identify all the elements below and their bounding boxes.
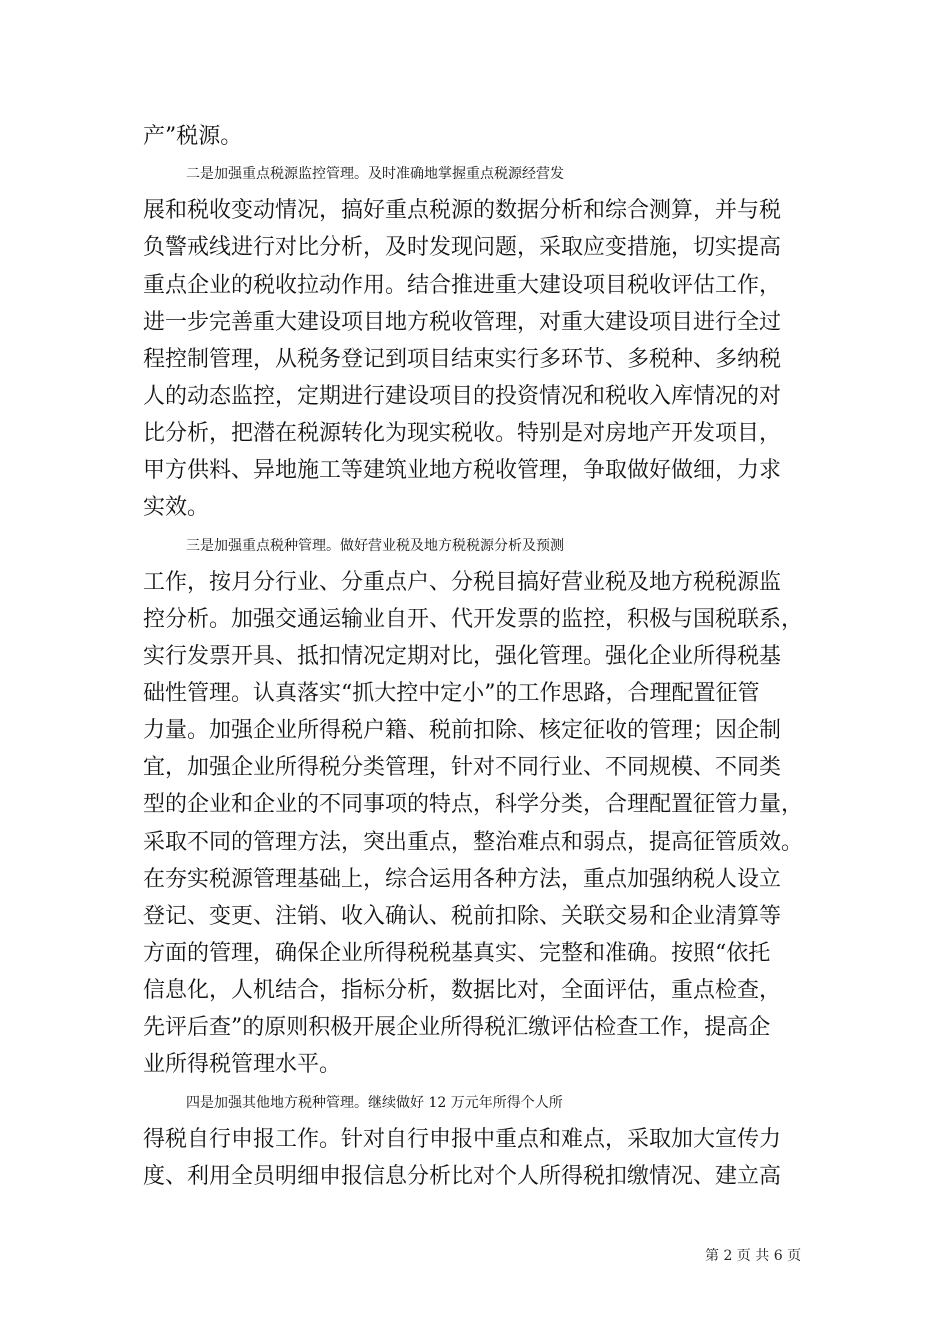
text-line: 度、利用全员明细申报信息分析比对个人所得税扣缴情况、建立高	[143, 1164, 782, 1189]
text-line: 甲方供料、异地施工等建筑业地方税收管理，争取做好做细，力求	[143, 458, 782, 483]
text-line: 程控制管理，从税务登记到项目结束实行多环节、多税种、多纳税	[143, 347, 782, 372]
text-line: 比分析，把潜在税源转化为现实税收。特别是对房地产开发项目，	[143, 421, 782, 446]
text-line: 四是加强其他地方税种管理。继续做好 12 万元年所得个人所	[186, 1095, 563, 1111]
text-line: 控分析。加强交通运输业自开、代开发票的监控，积极与国税联系，	[143, 607, 804, 632]
text-line: 宜，加强企业所得税分类管理，针对不同行业、不同规模、不同类	[143, 755, 782, 780]
page-number-footer: 第 2 页 共 6 页	[705, 1248, 802, 1264]
text-line: 础性管理。认真落实“抓大控中定小”的工作思路，合理配置征管	[143, 681, 760, 706]
text-line: 产”税源。	[143, 124, 243, 149]
text-line: 信息化，人机结合，指标分析，数据比对，全面评估，重点检查，	[143, 978, 782, 1003]
text-line: 在夯实税源管理基础上，综合运用各种方法，重点加强纳税人设立	[143, 867, 782, 892]
text-line: 实行发票开具、抵扣情况定期对比，强化管理。强化企业所得税基	[143, 644, 782, 669]
text-line: 采取不同的管理方法，突出重点，整治难点和弱点，提高征管质效。	[143, 830, 804, 855]
text-line: 型的企业和企业的不同事项的特点，科学分类，合理配置征管力量，	[143, 792, 804, 817]
text-line: 先评后查”的原则积极开展企业所得税汇缴评估检查工作，提高企	[143, 1015, 771, 1040]
text-line: 展和税收变动情况，搞好重点税源的数据分析和综合测算，并与税	[143, 198, 782, 223]
text-line: 得税自行申报工作。针对自行申报中重点和难点，采取加大宣传力	[143, 1127, 782, 1152]
text-line: 人的动态监控，定期进行建设项目的投资情况和税收入库情况的对	[143, 384, 782, 409]
text-line: 进一步完善重大建设项目地方税收管理，对重大建设项目进行全过	[143, 310, 782, 335]
text-line: 负警戒线进行对比分析，及时发现问题，采取应变措施，切实提高	[143, 235, 782, 260]
text-line: 力量。加强企业所得税户籍、税前扣除、核定征收的管理；因企制	[143, 718, 782, 743]
text-line: 方面的管理，确保企业所得税税基真实、完整和准确。按照“依托	[143, 941, 771, 966]
text-line: 重点企业的税收拉动作用。结合推进重大建设项目税收评估工作，	[143, 273, 782, 298]
text-line: 三是加强重点税种管理。做好营业税及地方税税源分析及预测	[186, 538, 564, 554]
text-line: 登记、变更、注销、收入确认、税前扣除、关联交易和企业清算等	[143, 904, 782, 929]
text-line: 业所得税管理水平。	[143, 1052, 342, 1077]
text-line: 实效。	[143, 495, 210, 520]
text-line: 二是加强重点税源监控管理。及时准确地掌握重点税源经营发	[186, 166, 564, 182]
text-line: 工作，按月分行业、分重点户、分税目搞好营业税及地方税税源监	[143, 570, 782, 595]
